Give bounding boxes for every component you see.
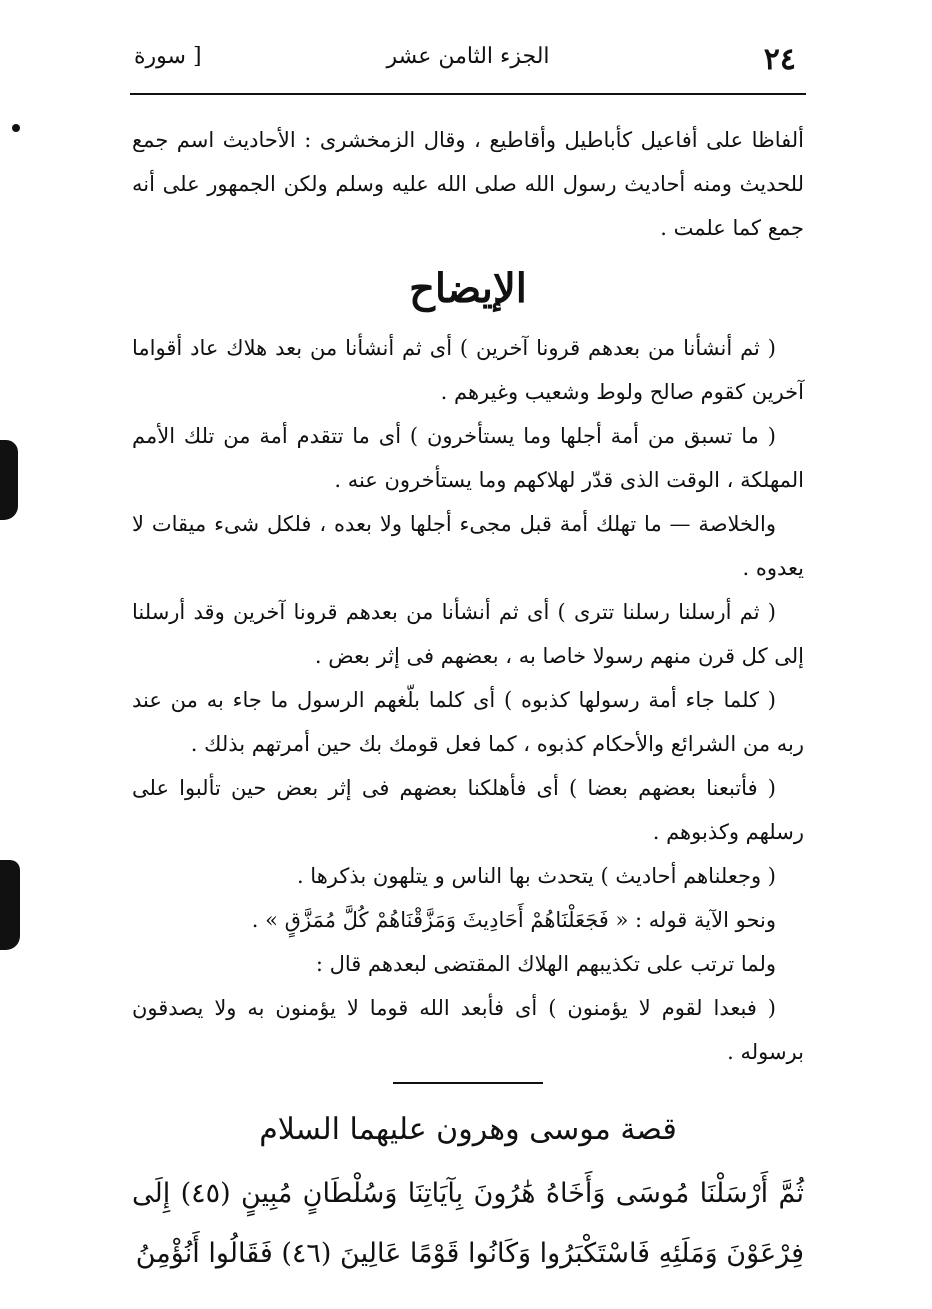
section-divider [393,1082,543,1084]
section-heading: الإيضاح [409,265,527,312]
paragraph-8: ونحو الآية قوله : « فَجَعَلْنَاهُمْ أَحَادِيثَ وَمَزَّقْنَاهُمْ كُلَّ مُمَزَّقٍ » . [251,908,776,932]
page-header [130,40,806,90]
paragraph-7: ( وجعلناهم أحاديث ) يتحدث بها الناس و يتلهون بذكرها . [296,864,776,888]
scan-mark-top [12,124,20,132]
story-heading: قصة موسى وهرون عليهما السلام [259,1112,677,1147]
paragraph-10: ( فبعدا لقوم لا يؤمنون ) أى فأبعد الله قوما لا يؤمنون به ولا يصدقون برسوله . [132,996,804,1064]
page-body [132,118,804,1284]
header-rule [130,93,806,95]
paragraph-3: والخلاصة — ما تهلك أمة قبل مجىء أجلها ولا بعده ، فلكل شىء ميقات لا يعدوه . [132,512,804,580]
surah-label: [ سورة [134,44,202,69]
scan-mark-edge [0,860,20,950]
paragraph-6: ( فأتبعنا بعضهم بعضا ) أى فأهلكنا بعضهم فى إثر بعض حين تألبوا على رسلهم وكذبوهم . [132,776,804,844]
page-number: ٢٤ [763,42,796,77]
paragraph-2: ( ما تسبق من أمة أجلها وما يستأخرون ) أى ما تتقدم أمة من تلك الأمم المهلكة ، الوقت الذى قدّر لهلاكهم وما يستأخرون عنه . [132,424,804,492]
scan-mark-binding [0,440,18,520]
paragraph-9: ولما ترتب على تكذيبهم الهلاك المقتضى لبعدهم قال : [315,952,776,976]
paragraph-1: ( ثم أنشأنا من بعدهم قرونا آخرين ) أى ثم أنشأنا من بعد هلاك عاد أقواما آخرين كقوم صالح ولوط وشعيب وغيرهم . [132,336,804,404]
part-title: الجزء الثامن عشر [386,44,550,69]
paragraph-5: ( كلما جاء أمة رسولها كذبوه ) أى كلما بلّغهم الرسول ما جاء به من عند ربه من الشرائع والأحكام كذبوه ، كما فعل قومك بك حين أمرتهم بذلك . [132,688,804,756]
intro-paragraph: ألفاظا على أفاعيل كأباطيل وأقاطيع ، وقال الزمخشرى : الأحاديث اسم جمع للحديث ومنه أحاديث رسول الله صلى الله عليه وسلم ولكن الجمهور على أنه جمع كما علمت . [132,128,804,240]
paragraph-4: ( ثم أرسلنا رسلنا تترى ) أى ثم أنشأنا من بعدهم قرونا آخرين وقد أرسلنا إلى كل قرن منهم رسولا خاصا به ، بعضهم فى إثر بعض . [132,600,804,668]
quran-verses: ثُمَّ أَرْسَلْنَا مُوسَى وَأَخَاهُ هَٰرُونَ بِآيَاتِنَا وَسُلْطَانٍ مُبِينٍ (٤٥) إِلَى فِرْعَوْنَ وَمَلَئِهِ فَاسْتَكْبَرُوا وَكَانُوا قَوْمًا عَالِينَ (٤٦) فَقَالُوا أَنُؤْمِنُ [132,1178,804,1269]
